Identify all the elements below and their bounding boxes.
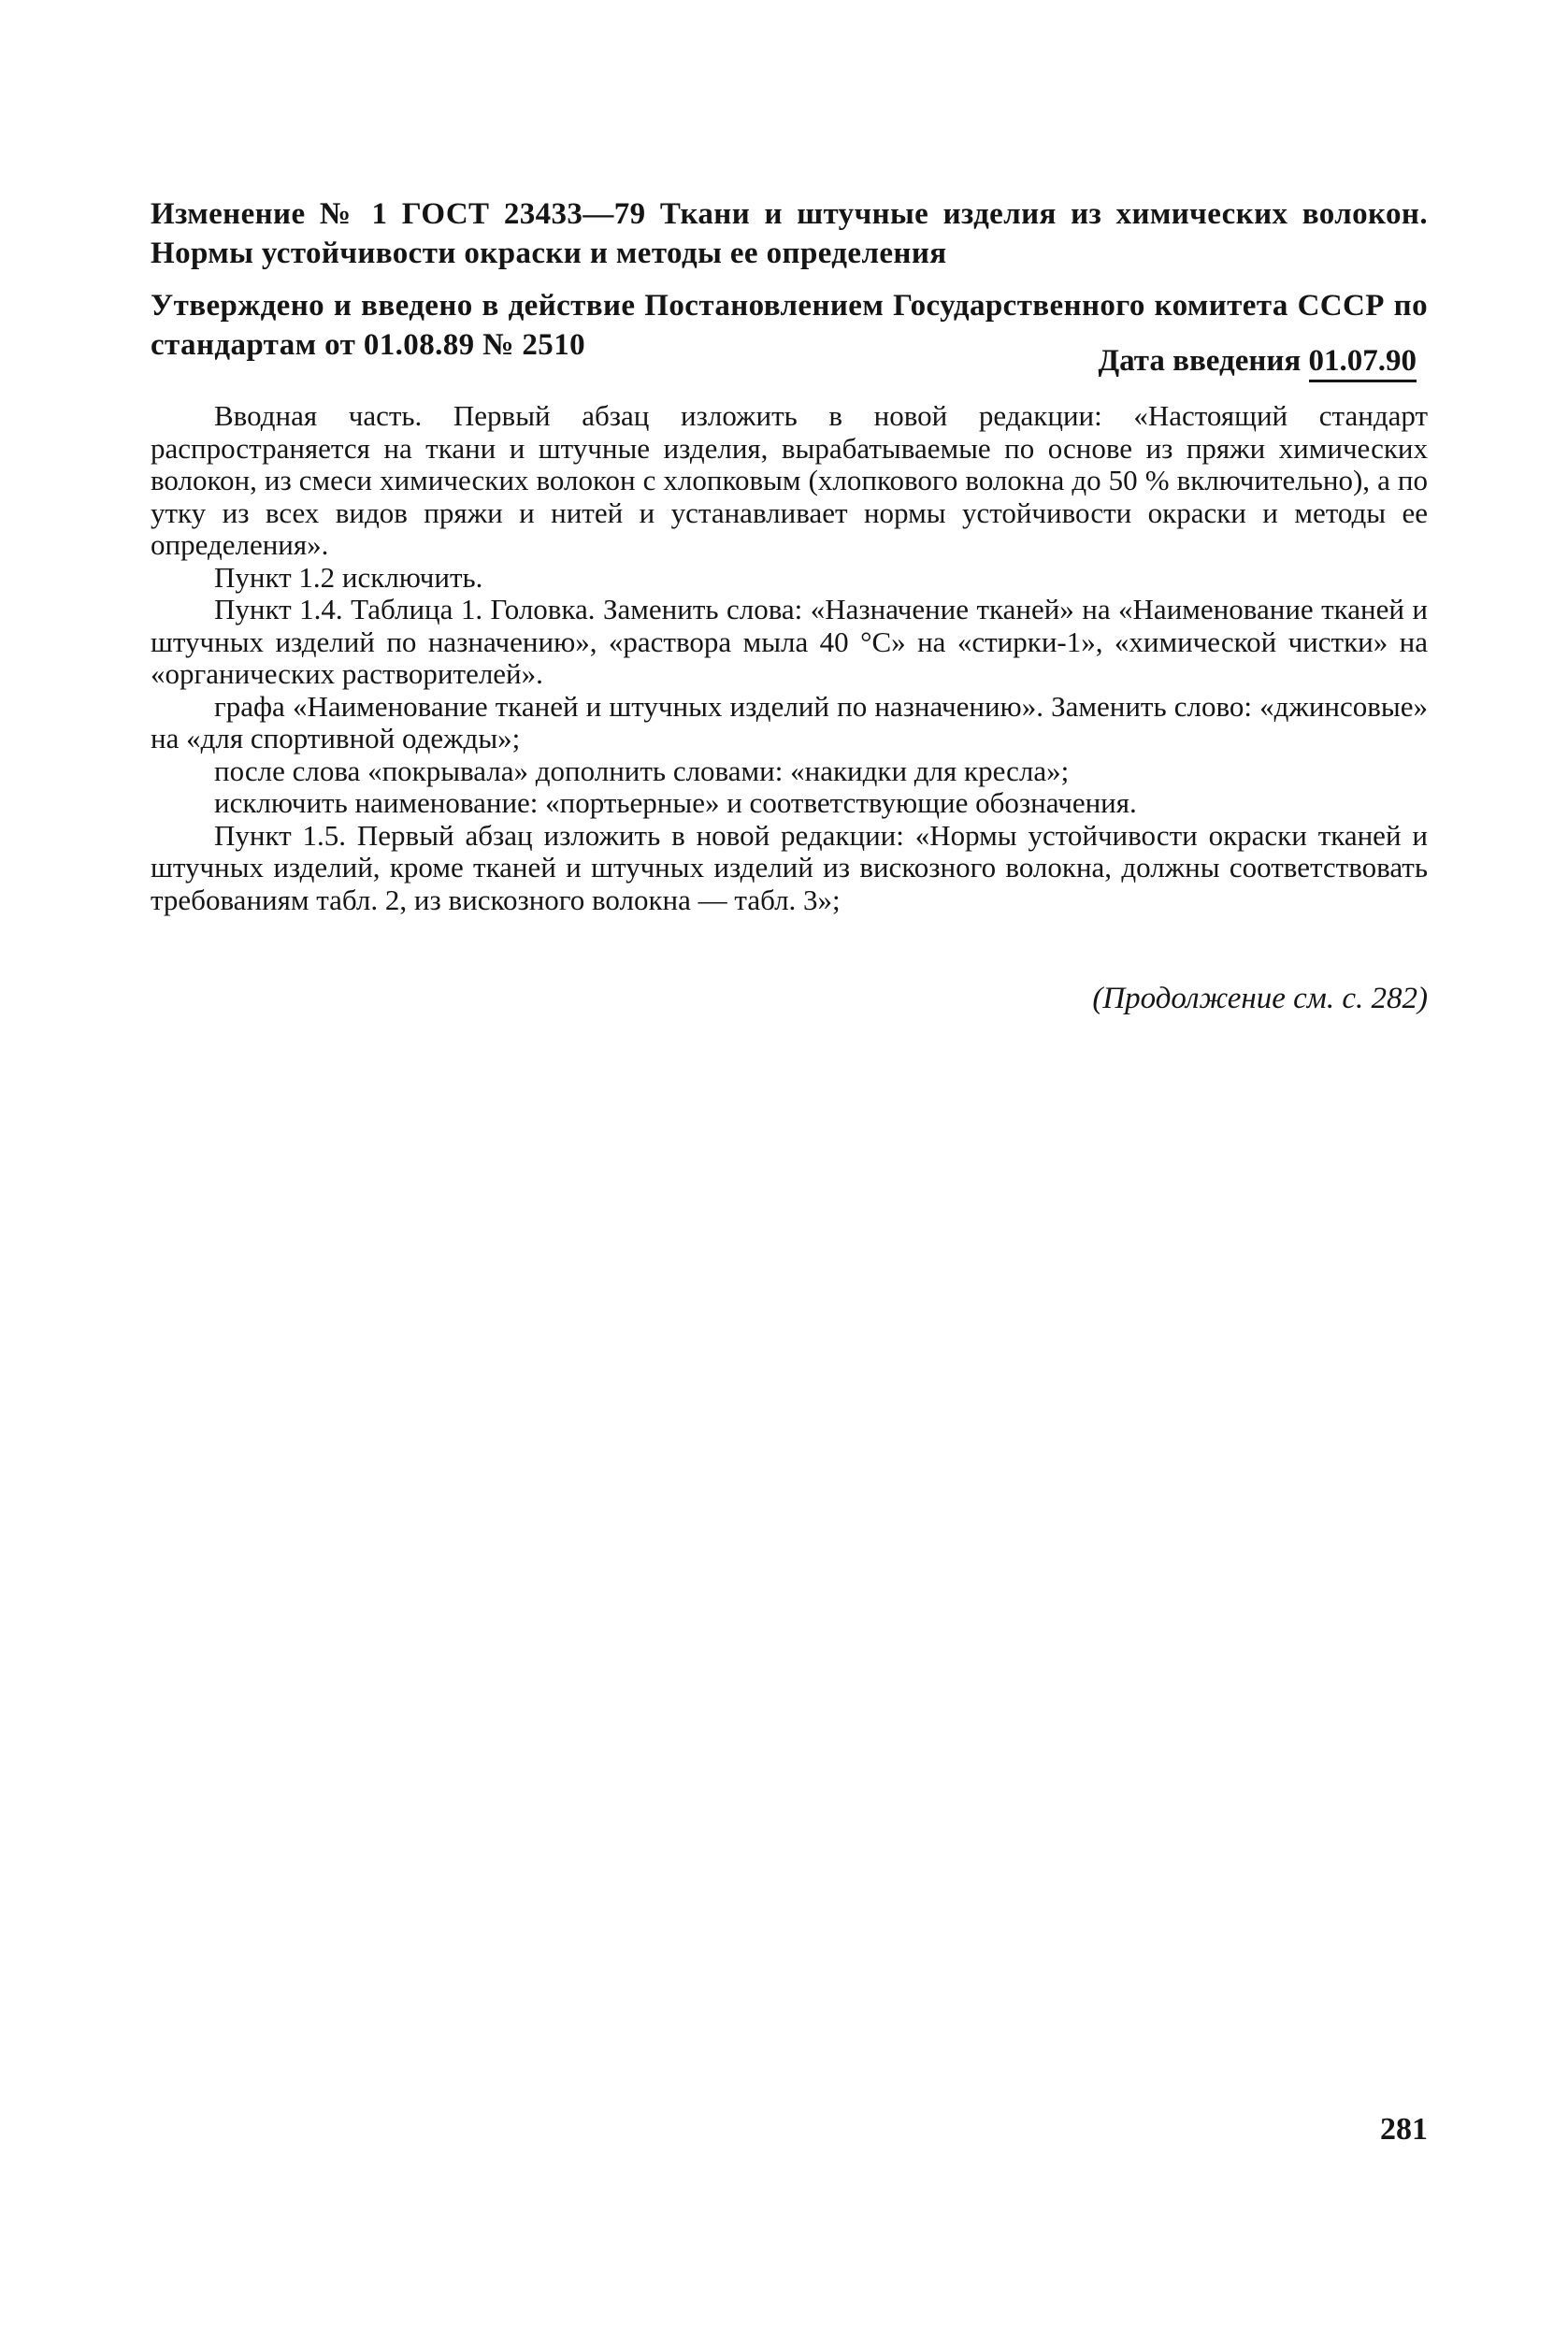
paragraph-intro: Вводная часть. Первый абзац изложить в новой редакции: «Настоящий стандарт распространяется на ткани и штучные изделия, вырабатываемые по основе из пряжи химических волокон, из смеси химических волокон с хлопковым (хлопкового волокна до 50 % включительно), а по утку из всех видов пряжи и нитей и устанавливает нормы устойчивости окраски и методы ее определения». [151, 399, 1428, 561]
approval-statement: Утверждено и введено в действие Постановлением Государственного комитета СССР по стандартам от 01.08.89 № 2510 [151, 289, 1428, 362]
page-number: 281 [1380, 2112, 1428, 2147]
intro-date-label: Дата введения [1098, 344, 1302, 378]
intro-date-value: 01.07.90 [1309, 344, 1417, 382]
continuation-note: (Продолжение см. с. 282) [1092, 982, 1428, 1015]
paragraph-exclusion: исключить наименование: «портьерные» и соответствующие обозначения. [214, 786, 1137, 819]
paragraph-column-change: графа «Наименование тканей и штучных изделий по назначению». Заменить слово: «джинсовые» на «для спортивной одежды»; [151, 689, 1428, 754]
document-title: Изменение № 1 ГОСТ 23433—79 Ткани и штучные изделия из химических волокон. Нормы устойчивости окраски и методы ее определения [151, 197, 1428, 270]
paragraph-item-1-2: Пункт 1.2 исключить. [214, 560, 483, 594]
amendment-body [151, 400, 1428, 916]
heading-block [151, 194, 1428, 365]
paragraph-item-1-4: Пункт 1.4. Таблица 1. Головка. Заменить слова: «Назначение тканей» на «Наименование тканей и штучных изделий по назначению», «раствора мыла 40 °С» на «стирки-1», «химической чистки» на «органических растворителей». [151, 593, 1428, 690]
paragraph-item-1-5: Пункт 1.5. Первый абзац изложить в новой редакции: «Нормы устойчивости окраски тканей и штучных изделий, кроме тканей и штучных изделий из вискозного волокна, должны соответствовать требованиям табл. 2, из вискозного волокна — табл. 3»; [151, 818, 1428, 916]
intro-date [151, 341, 1417, 381]
paragraph-addition: после слова «покрывала» дополнить словами: «накидки для кресла»; [214, 754, 1070, 787]
